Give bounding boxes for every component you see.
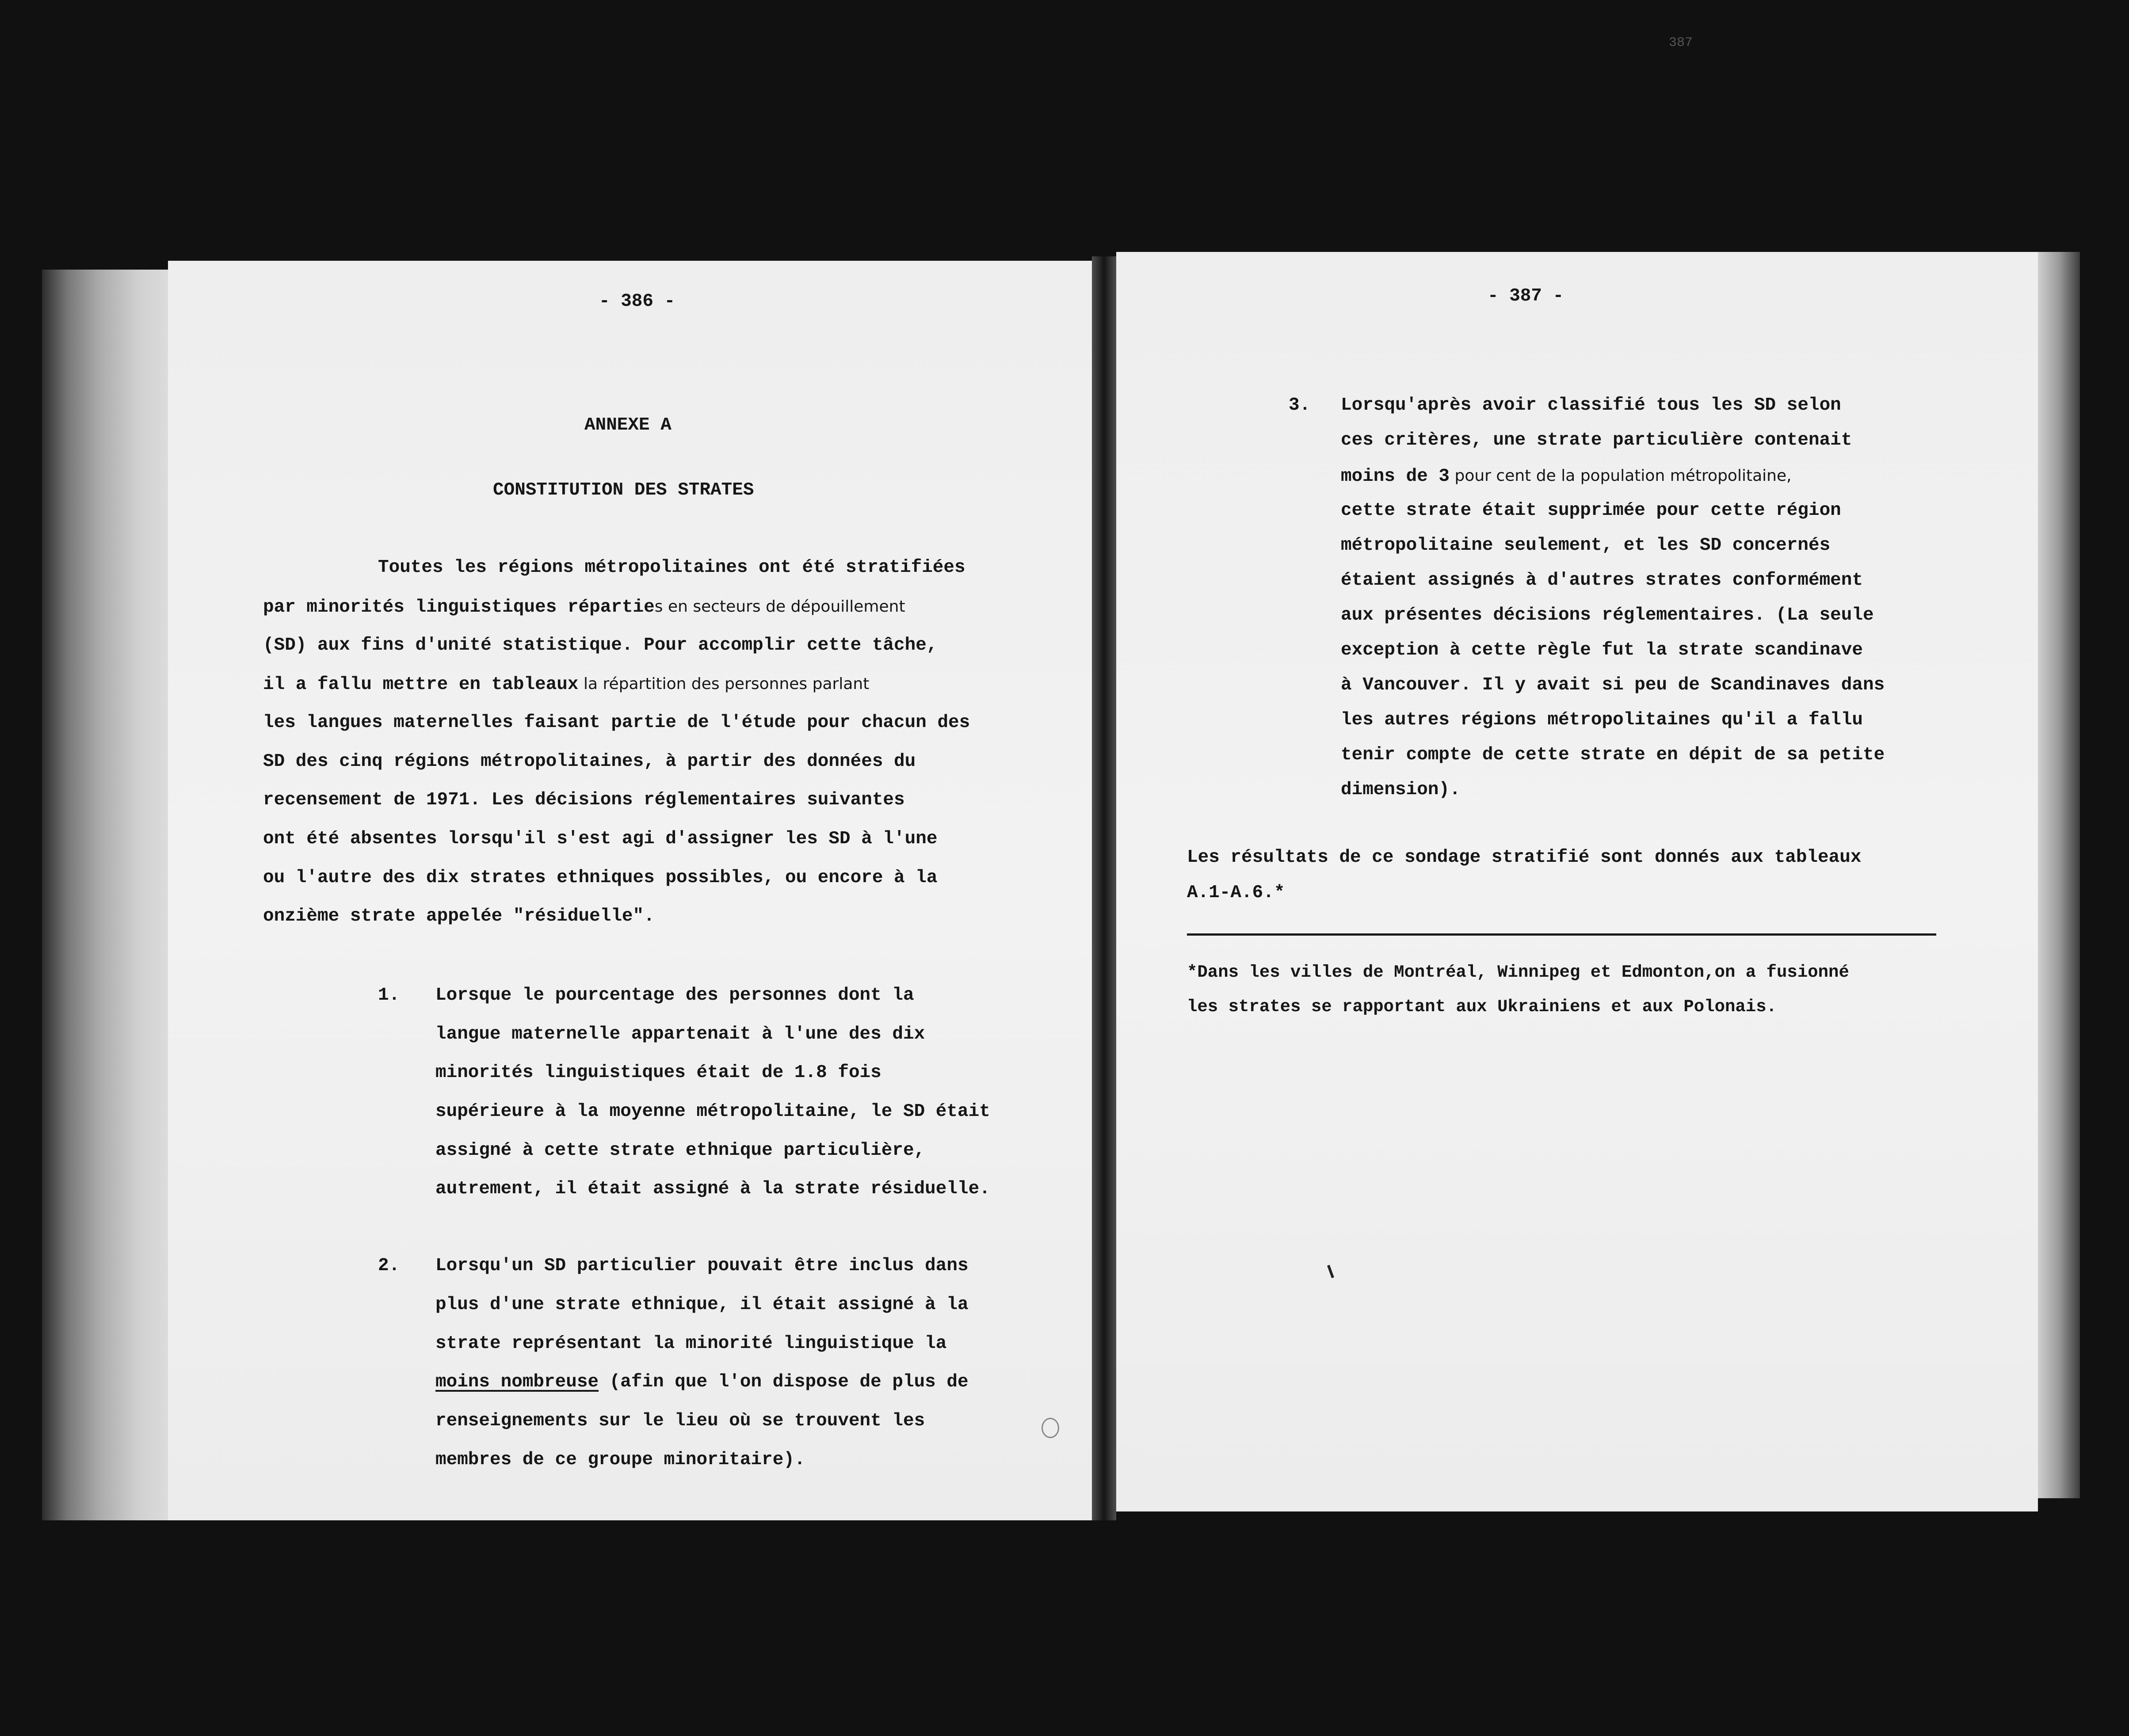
- list-item-line: strate représentant la minorité linguistique la: [435, 1333, 947, 1354]
- list-item-line: Lorsque le pourcentage des personnes dont la: [435, 985, 914, 1005]
- list-item-line: langue maternelle appartenait à l'une des dix: [435, 1024, 925, 1044]
- intro-line: ou l'autre des dix strates ethniques possibles, ou encore à la: [263, 868, 938, 888]
- intro-line: il a fallu mettre en tableaux la répartition des personnes parlant: [263, 674, 870, 695]
- top-page-stamp: 387: [1669, 35, 1693, 50]
- list-item-line: aux présentes décisions réglementaires. (La seule: [1341, 605, 1874, 625]
- list-item-line: les autres régions métropolitaines qu'il a fallu: [1341, 710, 1863, 730]
- intro-line: les langues maternelles faisant partie de l'étude pour chacun des: [263, 712, 970, 733]
- list-item-line: moins nombreuse (afin que l'on dispose de plus de: [435, 1372, 969, 1392]
- list-item-number: 1.: [378, 985, 400, 1005]
- list-item-line: Lorsqu'un SD particulier pouvait être inclus dans: [435, 1256, 969, 1276]
- right-page-edges: [2038, 252, 2080, 1498]
- list-item-line: supérieure à la moyenne métropolitaine, le SD était: [435, 1101, 990, 1122]
- list-item-line: à Vancouver. Il y avait si peu de Scandinaves dans: [1341, 675, 1885, 695]
- list-item-line: moins de 3 pour cent de la population métropolitaine,: [1341, 466, 1792, 487]
- results-line: Les résultats de ce sondage stratifié sont donnés aux tableaux: [1187, 847, 1862, 868]
- list-item-line: plus d'une strate ethnique, il était assigné à la: [435, 1294, 969, 1315]
- intro-line: recensement de 1971. Les décisions réglementaires suivantes: [263, 790, 905, 810]
- footnote-separator: [1187, 933, 1936, 936]
- list-item-line: membres de ce groupe minoritaire).: [435, 1450, 805, 1470]
- intro-line: par minorités linguistiques réparties en secteurs de dépouillement: [263, 597, 905, 617]
- list-item-line: exception à cette règle fut la strate scandinave: [1341, 640, 1863, 660]
- left-page-number: - 386 -: [599, 291, 675, 312]
- list-item-line: assigné à cette strate ethnique particulière,: [435, 1140, 925, 1161]
- right-page-number: - 387 -: [1488, 286, 1564, 306]
- list-item-line: dimension).: [1341, 780, 1461, 800]
- list-item-line: minorités linguistiques était de 1.8 fois: [435, 1062, 881, 1083]
- intro-line: ont été absentes lorsqu'il s'est agi d'assigner les SD à l'une: [263, 829, 938, 849]
- list-item-line: métropolitaine seulement, et les SD concernés: [1341, 535, 1831, 556]
- list-item-line: cette strate était supprimée pour cette région: [1341, 500, 1841, 521]
- underlined-phrase: moins nombreuse: [435, 1372, 599, 1392]
- book-gutter: [1092, 256, 1116, 1520]
- left-page-edges: [42, 270, 168, 1520]
- intro-line: SD des cinq régions métropolitaines, à partir des données du: [263, 751, 916, 772]
- list-item-number: 2.: [378, 1256, 400, 1276]
- list-item-line: Lorsqu'après avoir classifié tous les SD selon: [1341, 395, 1841, 415]
- list-item-number: 3.: [1289, 395, 1311, 415]
- list-item-line: étaient assignés à d'autres strates conformément: [1341, 570, 1863, 590]
- footnote-line: les strates se rapportant aux Ukrainiens et aux Polonais.: [1187, 997, 1777, 1016]
- intro-line: Toutes les régions métropolitaines ont été stratifiées: [378, 557, 965, 578]
- list-item-line: tenir compte de cette strate en dépit de sa petite: [1341, 745, 1885, 765]
- list-item-line: ces critères, une strate particulière contenait: [1341, 430, 1852, 450]
- intro-line: onzième strate appelée "résiduelle".: [263, 906, 655, 926]
- pen-circle-mark: [1042, 1418, 1059, 1438]
- left-page: [168, 261, 1092, 1520]
- section-title: CONSTITUTION DES STRATES: [493, 480, 754, 500]
- results-line: A.1-A.6.*: [1187, 883, 1285, 903]
- list-item-line: renseignements sur le lieu où se trouvent les: [435, 1411, 925, 1431]
- footnote-line: *Dans les villes de Montréal, Winnipeg et Edmonton,on a fusionné: [1187, 963, 1849, 982]
- annex-title: ANNEXE A: [584, 415, 672, 435]
- list-item-line: autrement, il était assigné à la strate résiduelle.: [435, 1179, 990, 1199]
- intro-line: (SD) aux fins d'unité statistique. Pour accomplir cette tâche,: [263, 635, 938, 655]
